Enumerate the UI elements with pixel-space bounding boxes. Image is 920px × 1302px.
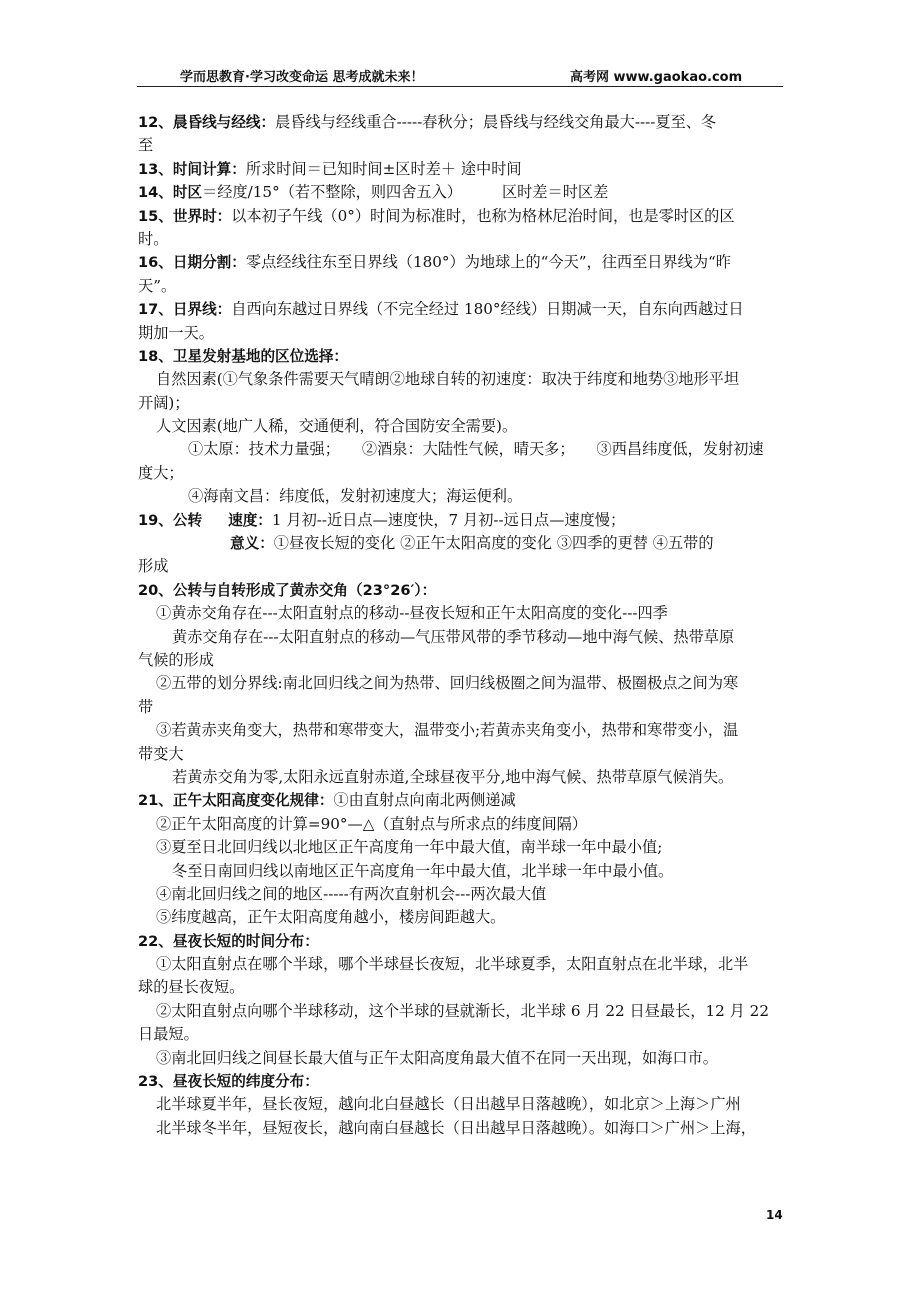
item-23-l1: 北半球夏半年，昼长夜短，越向北白昼越长（日出越早日落越晚），如北京＞上海＞广州 (156, 1095, 741, 1114)
item-18-sites-2: ④海南文昌：纬度低，发射初速度大；海运便利。 (188, 487, 523, 506)
item-19-title: 19、公转 (138, 511, 203, 529)
item-17-text: 自西向东越过日界线（不完全经过 180°经线）日期减一天，自东向西越过日 (231, 300, 744, 319)
item-20-c1: ③若黄赤夹角变大，热带和寒带变大，温带变小;若黄赤夹角变小，热带和寒带变小，温 (156, 721, 739, 740)
page-number: 14 (766, 1208, 783, 1222)
item-18-natural-2: 开阔)； (138, 393, 190, 412)
item-21-line-1 (138, 789, 784, 812)
item-15-line-1 (138, 205, 784, 228)
item-20-a3: 气候的形成 (138, 650, 214, 669)
item-21-l4: 冬至日南回归线以南地区正午高度角一年中最大值，北半球一年中最小值。 (172, 861, 674, 880)
item-20-a1: ①黄赤交角存在---太阳直射点的移动--昼夜长短和正午太阳高度的变化---四季 (156, 604, 668, 623)
item-12-line-2: 至 (138, 136, 154, 155)
item-16-text: 零点经线往东至日界线（180°）为地球上的“今天”，往西至日界线为“昨 (245, 253, 731, 272)
item-20-b2: 带 (138, 697, 154, 716)
item-14-text-2: 区时差＝时区差 (501, 183, 609, 202)
item-18-sites-1b: 度大； (138, 463, 184, 482)
item-18-sites-1 (138, 438, 784, 461)
header-left-text: 学而思教育·学习改变命运 思考成就未来！ (180, 70, 424, 85)
document-body (138, 111, 784, 1140)
item-19-line-2 (138, 532, 784, 555)
item-13-title: 13、时间计算： (138, 160, 246, 178)
item-23-title: 23、昼夜长短的纬度分布： (138, 1073, 319, 1091)
item-14 (138, 181, 784, 204)
item-22-l4: 日最短。 (138, 1025, 199, 1044)
header-right-text: 高考网 www.gaokao.com (570, 70, 743, 85)
item-21-l5: ④南北回归线之间的地区-----有两次直射机会---两次最大值 (156, 884, 547, 903)
item-18-natural-1: 自然因素(①气象条件需要天气晴朗②地球自转的初速度：取决于纬度和地势③地形平坦 (156, 370, 740, 389)
item-15-text: 以本初子午线（0°）时间为标准时，也称为格林尼治时间，也是零时区的区 (231, 206, 735, 225)
item-21-title: 21、正午太阳高度变化规律： (138, 792, 334, 810)
item-20-b1: ②五带的划分界线:南北回归线之间为热带、回归线极圈之间为温带、极圈极点之间为寒 (156, 674, 739, 693)
item-22-l5: ③南北回归线之间昼长最大值与正午太阳高度角最大值不在同一天出现，如海口市。 (156, 1048, 718, 1067)
item-19-meaning: ①昼夜长短的变化 ②正午太阳高度的变化 ③四季的更替 ④五带的 (273, 534, 714, 553)
item-21-l3: ③夏至日北回归线以北地区正午高度角一年中最大值，南半球一年中最小值; (156, 838, 663, 857)
item-15-title: 15、世界时： (138, 207, 232, 225)
item-16-line-1 (138, 251, 784, 274)
item-12-text: 晨昏线与经线重合-----春秋分；晨昏线与经线交角最大----夏至、冬 (275, 113, 717, 131)
item-18-title: 18、卫星发射基地的区位选择： (138, 347, 349, 365)
item-20-a2: 黄赤交角存在---太阳直射点的移动—气压带风带的季节移动—地中海气候、热带草原 (172, 627, 735, 646)
item-21-l2: ②正午太阳高度的计算=90°—△（直射点与所求点的纬度间隔） (156, 814, 588, 833)
item-17-line-2: 期加一天。 (138, 323, 214, 342)
item-13-text: 所求时间＝已知时间±区时差＋ 途中时间 (245, 159, 522, 178)
item-12-title: 12、晨昏线与经线： (138, 114, 276, 131)
site-jiuquan: ②酒泉：大陆性气候，晴天多； (361, 440, 575, 459)
item-22-title: 22、昼夜长短的时间分布： (138, 932, 319, 950)
item-17-line-1 (138, 298, 784, 321)
item-15-line-2: 时。 (138, 229, 169, 248)
item-22-l3: ②太阳直射点向哪个半球移动，这个半球的昼就渐长，北半球 6 月 22 日昼最长，12 月 22 (156, 1001, 769, 1020)
item-14-text: ＝经度/15°（若不整除，则四舍五入） (202, 183, 462, 202)
item-19-line-1 (138, 509, 784, 532)
item-21-l6: ⑤纬度越高，正午太阳高度角越小，楼房间距越大。 (156, 908, 506, 927)
item-20-title: 20、公转与自转形成了黄赤交角（23°26′）： (138, 581, 437, 599)
item-19-line-3: 形成 (138, 557, 169, 576)
item-13 (138, 158, 784, 181)
item-19-speed-label: 速度： (228, 511, 272, 529)
item-20-c2: 带变大 (138, 744, 184, 763)
item-22-l1: ①太阳直射点在哪个半球，哪个半球昼长夜短，北半球夏季，太阳直射点在北半球，北半 (156, 955, 749, 974)
item-19-meaning-label: 意义： (230, 535, 274, 553)
site-xichang: ③西昌纬度低，发射初速 (596, 440, 764, 459)
item-23-l2: 北半球冬半年，昼短夜长，越向南白昼越长（日出越早日落越晚）。如海口＞广州＞上海， (156, 1118, 756, 1137)
item-17-title: 17、日界线： (138, 301, 232, 319)
item-16-line-2: 天”。 (138, 276, 177, 295)
item-14-title: 14、时区 (138, 184, 203, 202)
item-18-human: 人文因素(地广人稀，交通便利，符合国防安全需要)。 (156, 417, 518, 436)
item-19-speed: 1 月初--近日点—速度快，7 月初--远日点—速度慢； (271, 510, 626, 529)
page-header (137, 62, 783, 87)
item-16-title: 16、日期分割： (138, 254, 246, 272)
item-12-line-1 (138, 111, 784, 134)
site-taiyuan: ①太原：技术力量强； (188, 440, 340, 459)
item-20-d1: 若黄赤交角为零,太阳永远直射赤道,全球昼夜平分,地中海气候、热带草原气候消失。 (172, 767, 734, 786)
item-22-l2: 球的昼长夜短。 (138, 978, 245, 997)
item-21-text: ①由直射点向南北两侧递减 (333, 791, 516, 810)
